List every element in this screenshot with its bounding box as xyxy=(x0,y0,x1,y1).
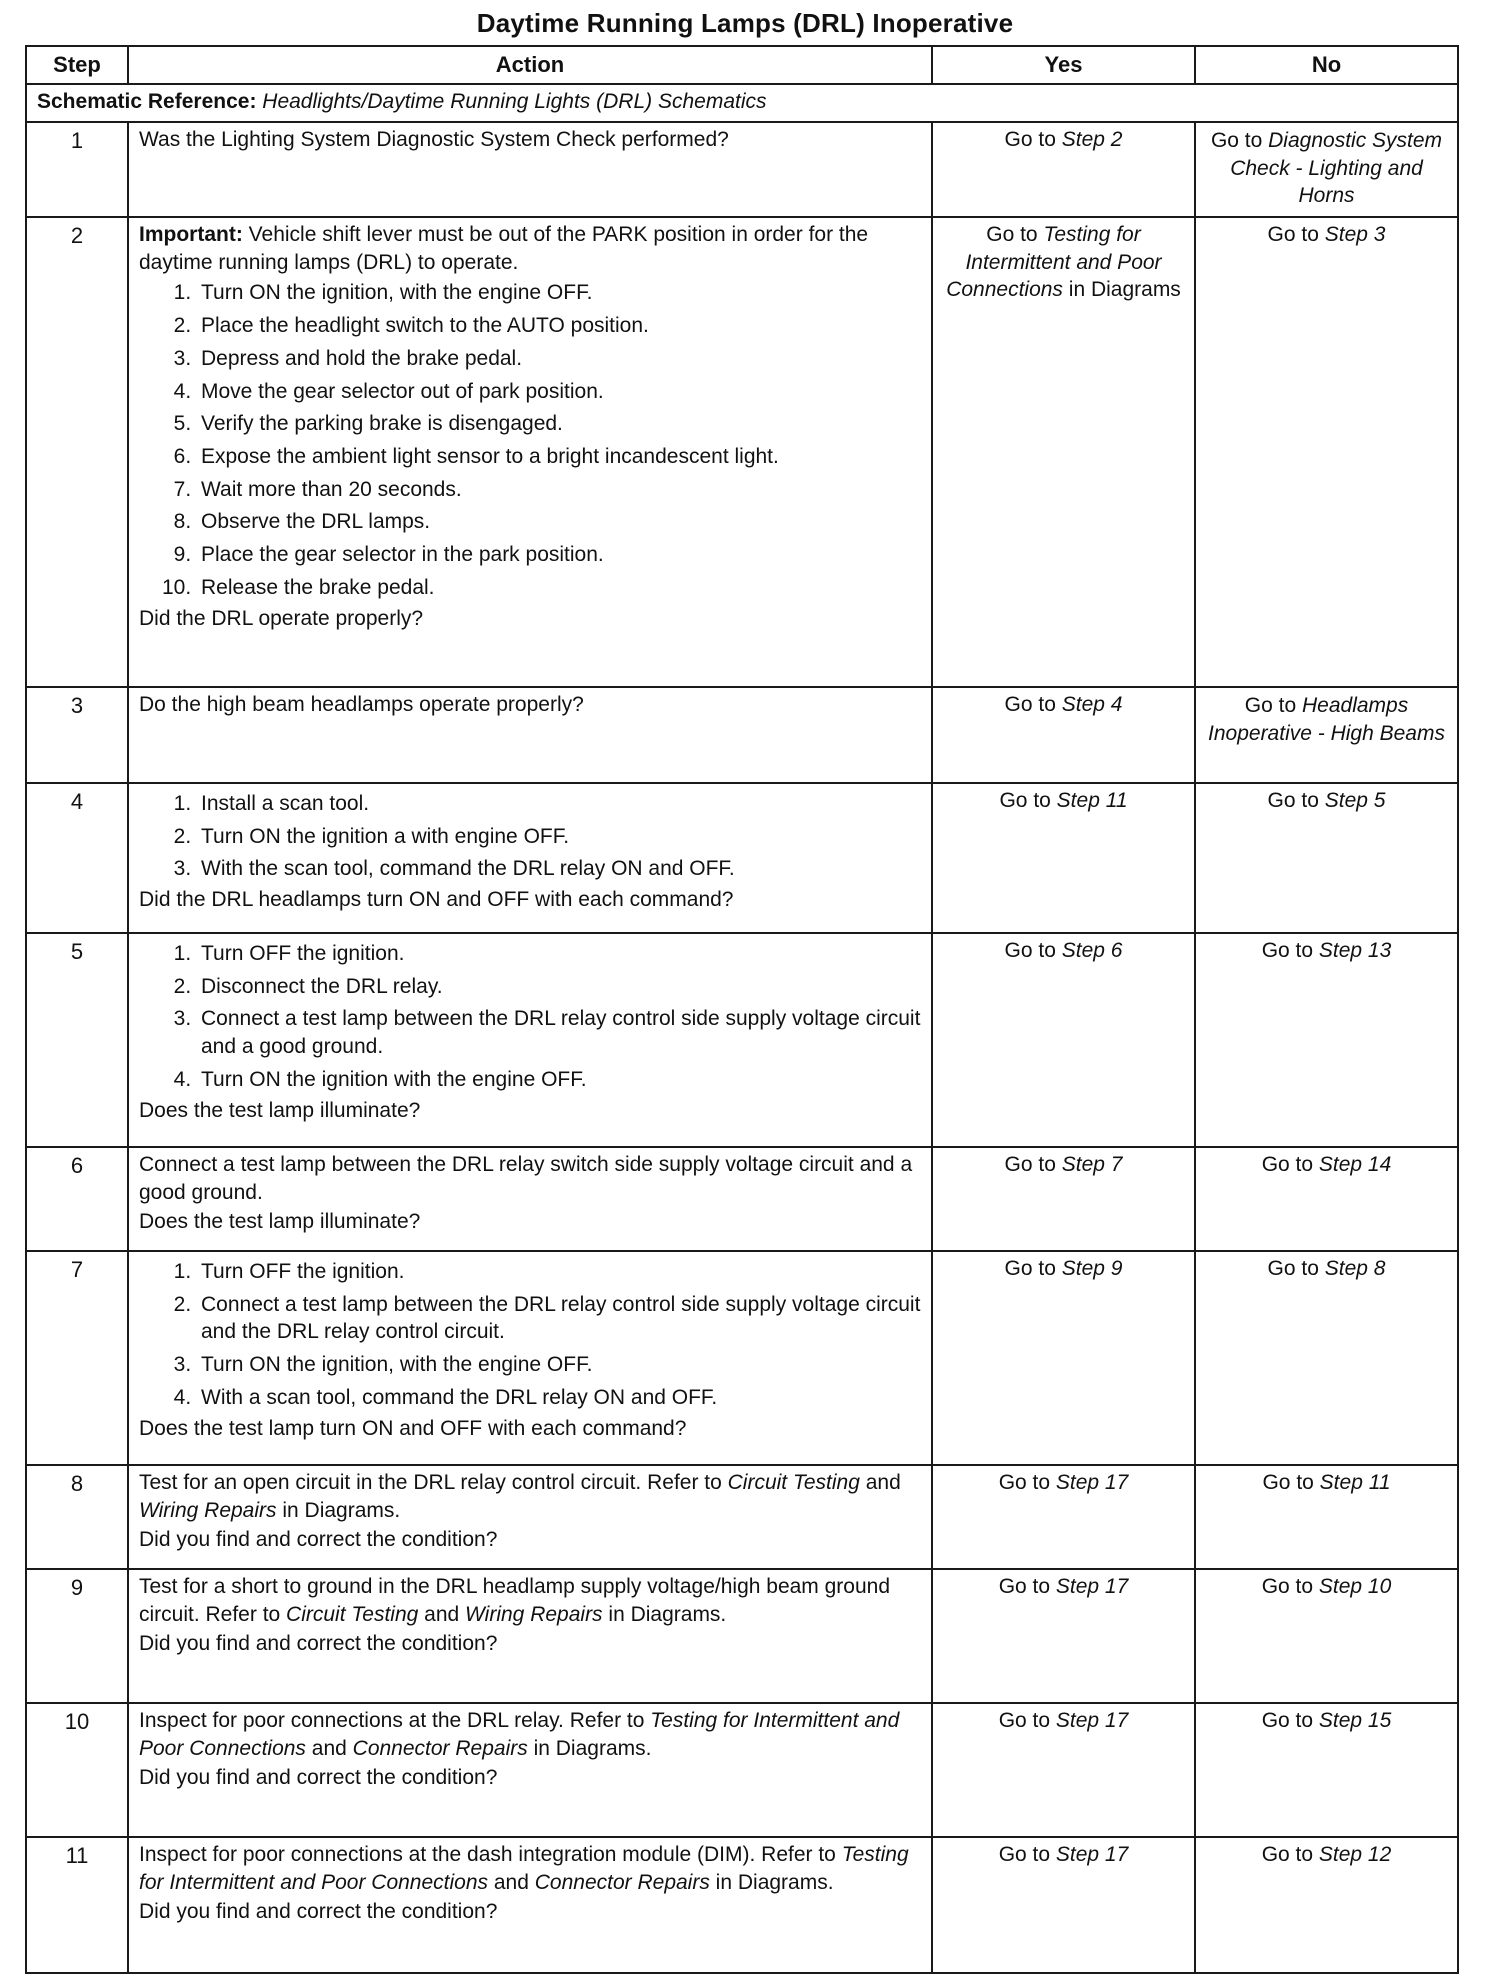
action-text-part: and xyxy=(305,1736,353,1760)
table-row xyxy=(26,1465,1458,1569)
substep: 3. With the scan tool, command the DRL relay ON and OFF. xyxy=(197,855,921,883)
table-row xyxy=(26,217,1458,687)
no-goto-link[interactable]: Step 10 xyxy=(1318,1575,1392,1598)
substep-list xyxy=(139,279,921,601)
action-text-part: Test for an open circuit in the DRL relay control circuit. Refer to xyxy=(139,1471,728,1494)
action-text xyxy=(139,1469,921,1524)
substep: 1. Turn OFF the ignition. xyxy=(197,1258,921,1286)
table-row xyxy=(26,687,1458,783)
table-row xyxy=(26,1703,1458,1837)
yes-result xyxy=(932,122,1195,217)
no-result xyxy=(1195,217,1458,687)
yes-result xyxy=(932,1569,1195,1703)
no-goto-link[interactable]: Step 11 xyxy=(1319,1471,1391,1494)
action-text-part: in Diagrams. xyxy=(527,1736,652,1760)
step-number: 11 xyxy=(26,1837,128,1973)
yes-result xyxy=(932,1251,1195,1465)
step-number: 9 xyxy=(26,1569,128,1703)
no-result xyxy=(1195,1251,1458,1465)
action-cell xyxy=(128,1837,932,1973)
no-goto-link[interactable]: Headlamps Inoperative - High Beams xyxy=(1208,694,1445,745)
step-number: 8 xyxy=(26,1465,128,1569)
important-label: Important: xyxy=(139,223,243,246)
table-row xyxy=(26,783,1458,933)
substep: 5. Verify the parking brake is disengaged. xyxy=(197,410,921,438)
no-goto-prefix: Go to xyxy=(1261,1575,1319,1598)
no-result xyxy=(1195,1147,1458,1251)
reference-link[interactable]: Circuit Testing xyxy=(727,1471,860,1494)
substep-list xyxy=(139,790,921,883)
action-cell xyxy=(128,1569,932,1703)
yes-goto-link[interactable]: Step 7 xyxy=(1061,1153,1123,1176)
action-cell xyxy=(128,1465,932,1569)
no-result xyxy=(1195,1465,1458,1569)
no-result xyxy=(1195,1703,1458,1837)
substep: 3. Depress and hold the brake pedal. xyxy=(197,345,921,373)
step-number: 1 xyxy=(26,122,128,217)
action-text xyxy=(139,1707,921,1762)
action-cell xyxy=(128,933,932,1147)
no-result xyxy=(1195,933,1458,1147)
no-goto-prefix: Go to xyxy=(1244,694,1302,717)
no-goto-link[interactable]: Diagnostic System Check - Lighting and Horns xyxy=(1230,129,1443,208)
action-text-part: Test for a short to ground in the DRL headlamp supply voltage/high beam ground circuit. Refer to xyxy=(139,1575,891,1626)
step-question: Did you find and correct the condition? xyxy=(139,1766,498,1790)
no-result xyxy=(1195,1837,1458,1973)
yes-goto-link[interactable]: Step 11 xyxy=(1056,789,1128,812)
step-number: 3 xyxy=(26,687,128,783)
important-note xyxy=(139,221,921,276)
reference-link[interactable]: Circuit Testing xyxy=(286,1602,419,1626)
yes-goto-prefix: Go to xyxy=(998,1709,1056,1732)
yes-result xyxy=(932,1147,1195,1251)
step-question: Does the test lamp illuminate? xyxy=(139,1210,421,1234)
substep: 3. Turn ON the ignition, with the engine OFF. xyxy=(197,1351,921,1379)
substep: 6. Expose the ambient light sensor to a bright incandescent light. xyxy=(197,443,921,471)
no-goto-prefix: Go to xyxy=(1261,1709,1319,1732)
action-text: Was the Lighting System Diagnostic System Check performed? xyxy=(139,128,729,151)
table-row xyxy=(26,122,1458,217)
substep: 3. Connect a test lamp between the DRL relay control side supply voltage circuit and a good ground. xyxy=(197,1005,921,1060)
action-text-part: Inspect for poor connections at the DRL relay. Refer to xyxy=(139,1709,651,1732)
header-yes: Yes xyxy=(932,46,1195,84)
step-number: 2 xyxy=(26,217,128,687)
header-step: Step xyxy=(26,46,128,84)
action-text: Do the high beam headlamps operate properly? xyxy=(139,693,584,716)
no-goto-prefix: Go to xyxy=(1267,1257,1325,1280)
substep: 4. Turn ON the ignition with the engine OFF. xyxy=(197,1066,921,1094)
step-question: Did the DRL headlamps turn ON and OFF with each command? xyxy=(139,888,734,912)
no-goto-link[interactable]: Step 15 xyxy=(1318,1709,1392,1732)
step-number: 5 xyxy=(26,933,128,1147)
substep: 2. Disconnect the DRL relay. xyxy=(197,973,921,1001)
no-goto-link[interactable]: Step 5 xyxy=(1324,789,1386,812)
reference-link[interactable]: Testing for Intermittent and Poor Connections xyxy=(139,1709,900,1760)
yes-result xyxy=(932,687,1195,783)
substep-list xyxy=(139,1258,921,1412)
yes-goto-suffix: in Diagrams xyxy=(1062,278,1181,302)
yes-goto-prefix: Go to xyxy=(1004,1153,1062,1176)
diagnostic-table xyxy=(25,45,1459,1974)
action-text xyxy=(139,1573,921,1628)
action-text-part: in Diagrams. xyxy=(276,1498,401,1522)
substep: 1. Turn OFF the ignition. xyxy=(197,940,921,968)
substep: 10. Release the brake pedal. xyxy=(197,574,921,602)
action-cell xyxy=(128,1703,932,1837)
header-action: Action xyxy=(128,46,932,84)
no-result xyxy=(1195,687,1458,783)
action-cell xyxy=(128,783,932,933)
substep: 4. With a scan tool, command the DRL relay ON and OFF. xyxy=(197,1384,921,1412)
yes-result xyxy=(932,1465,1195,1569)
action-cell xyxy=(128,122,932,217)
schematic-reference-link[interactable]: Headlights/Daytime Running Lights (DRL) Schematics xyxy=(262,90,767,113)
header-no: No xyxy=(1195,46,1458,84)
step-question: Did you find and correct the condition? xyxy=(139,1632,498,1656)
yes-goto-link[interactable]: Testing for Intermittent and Poor Connections xyxy=(946,223,1162,302)
step-question: Did you find and correct the condition? xyxy=(139,1528,498,1552)
step-question: Does the test lamp illuminate? xyxy=(139,1098,421,1122)
yes-goto-link[interactable]: Step 17 xyxy=(1055,1843,1129,1866)
step-number: 4 xyxy=(26,783,128,933)
yes-goto-prefix: Go to xyxy=(998,1471,1056,1494)
yes-result xyxy=(932,783,1195,933)
yes-goto-link[interactable]: Step 4 xyxy=(1061,693,1123,716)
yes-goto-link[interactable]: Step 17 xyxy=(1055,1575,1129,1598)
yes-result xyxy=(932,217,1195,687)
step-number: 6 xyxy=(26,1147,128,1251)
step-question: Did you find and correct the condition? xyxy=(139,1900,498,1924)
no-result xyxy=(1195,122,1458,217)
substep-list xyxy=(139,940,921,1094)
yes-goto-link[interactable]: Step 17 xyxy=(1055,1709,1129,1732)
schematic-reference-label: Schematic Reference: xyxy=(37,90,257,113)
step-number: 7 xyxy=(26,1251,128,1465)
action-cell xyxy=(128,1147,932,1251)
table-row xyxy=(26,1569,1458,1703)
reference-link[interactable]: Wiring Repairs xyxy=(139,1498,277,1522)
action-text-part: and xyxy=(418,1602,466,1626)
table-row xyxy=(26,1251,1458,1465)
table-row xyxy=(26,933,1458,1147)
yes-result xyxy=(932,933,1195,1147)
yes-goto-prefix: Go to xyxy=(1004,1257,1062,1280)
step-question: Does the test lamp turn ON and OFF with each command? xyxy=(139,1416,687,1440)
action-text-part: and xyxy=(488,1870,535,1894)
reference-link[interactable]: Testing for Intermittent and Poor Connections xyxy=(139,1843,909,1894)
yes-goto-prefix: Go to xyxy=(986,223,1044,246)
no-goto-prefix: Go to xyxy=(1267,223,1325,246)
action-cell xyxy=(128,217,932,687)
yes-goto-link[interactable]: Step 2 xyxy=(1061,128,1123,151)
no-result xyxy=(1195,783,1458,933)
no-goto-prefix: Go to xyxy=(1262,1471,1320,1494)
no-goto-prefix: Go to xyxy=(1261,939,1319,962)
substep: 7. Wait more than 20 seconds. xyxy=(197,476,921,504)
reference-link[interactable]: Connector Repairs xyxy=(352,1736,528,1760)
action-text-part: Inspect for poor connections at the dash integration module (DIM). Refer to xyxy=(139,1843,842,1866)
yes-goto-link[interactable]: Step 6 xyxy=(1061,939,1123,962)
yes-goto-link[interactable]: Step 9 xyxy=(1061,1257,1123,1280)
no-goto-prefix: Go to xyxy=(1267,789,1325,812)
substep: 1. Turn ON the ignition, with the engine OFF. xyxy=(197,279,921,307)
no-goto-prefix: Go to xyxy=(1261,1153,1319,1176)
page-title: Daytime Running Lamps (DRL) Inoperative xyxy=(476,8,1014,38)
yes-goto-link[interactable]: Step 17 xyxy=(1055,1471,1129,1494)
action-text-part: in Diagrams. xyxy=(709,1870,834,1894)
table-row xyxy=(26,1147,1458,1251)
action-text-part: and xyxy=(859,1471,901,1494)
no-goto-prefix: Go to xyxy=(1261,1843,1319,1866)
substep: 2. Connect a test lamp between the DRL relay control side supply voltage circuit and the DRL relay control circuit. xyxy=(197,1291,921,1346)
yes-goto-prefix: Go to xyxy=(1004,128,1062,151)
substep: 2. Place the headlight switch to the AUTO position. xyxy=(197,312,921,340)
yes-goto-prefix: Go to xyxy=(999,789,1057,812)
step-question: Did the DRL operate properly? xyxy=(139,606,424,630)
reference-link[interactable]: Connector Repairs xyxy=(534,1870,710,1894)
substep: 8. Observe the DRL lamps. xyxy=(197,508,921,536)
no-goto-link[interactable]: Step 14 xyxy=(1318,1153,1392,1176)
no-goto-prefix: Go to xyxy=(1210,129,1269,152)
yes-goto-prefix: Go to xyxy=(998,1575,1056,1598)
no-result xyxy=(1195,1569,1458,1703)
yes-goto-prefix: Go to xyxy=(1004,939,1062,962)
substep: 2. Turn ON the ignition a with engine OFF. xyxy=(197,823,921,851)
substep: 1. Install a scan tool. xyxy=(197,790,921,818)
no-goto-link[interactable]: Step 3 xyxy=(1324,223,1386,246)
important-text: Vehicle shift lever must be out of the PARK position in order for the daytime running lamps (DRL) to operate. xyxy=(139,223,869,274)
table-row xyxy=(26,1837,1458,1973)
action-text: Connect a test lamp between the DRL relay switch side supply voltage circuit and a good ground. xyxy=(139,1153,913,1204)
step-number: 10 xyxy=(26,1703,128,1837)
yes-goto-prefix: Go to xyxy=(1004,693,1062,716)
reference-link[interactable]: Wiring Repairs xyxy=(465,1602,603,1626)
schematic-reference xyxy=(26,84,1458,122)
action-text-part: in Diagrams. xyxy=(602,1602,727,1626)
no-goto-link[interactable]: Step 12 xyxy=(1318,1843,1392,1866)
schematic-reference-row xyxy=(26,84,1458,122)
header-row xyxy=(26,46,1458,84)
action-text xyxy=(139,1841,921,1896)
substep: 4. Move the gear selector out of park position. xyxy=(197,378,921,406)
action-cell xyxy=(128,687,932,783)
substep: 9. Place the gear selector in the park position. xyxy=(197,541,921,569)
yes-result xyxy=(932,1703,1195,1837)
yes-goto-prefix: Go to xyxy=(998,1843,1056,1866)
action-cell xyxy=(128,1251,932,1465)
yes-result xyxy=(932,1837,1195,1973)
no-goto-link[interactable]: Step 13 xyxy=(1318,939,1392,962)
no-goto-link[interactable]: Step 8 xyxy=(1324,1257,1386,1280)
